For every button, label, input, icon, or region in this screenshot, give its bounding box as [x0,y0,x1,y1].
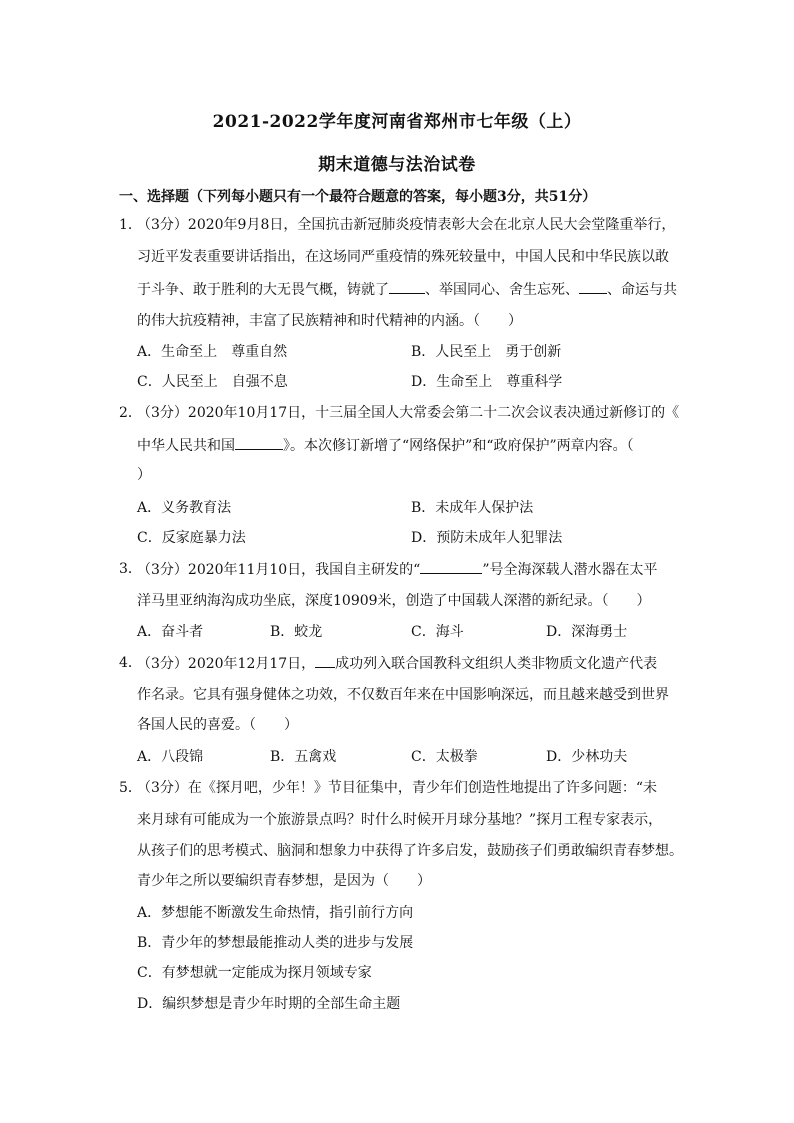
option-d: D．少林功夫 [546,749,628,765]
question-text-line [137,559,658,580]
option-a: A．生命至上 尊重自然 [137,344,288,360]
question-text: 于斗争、敢于胜利的大无畏气概，铸就了 [137,282,389,298]
question-text-line [137,653,657,674]
question-text-line: 从孩子们的思考模式、脑洞和想象力中获得了许多启发，鼓励孩子们勇敢编织青春梦想。 [137,843,683,859]
question-number: 5． [119,780,142,796]
question-text: 成功列入联合国教科文组织人类非物质文化遗产代表 [335,656,658,672]
answer-blank [579,279,607,294]
question-text-line: ） [137,467,151,483]
answer-blank [389,279,425,294]
question-number: 1． [119,217,142,233]
question-number: 4． [119,655,142,671]
option-b: B．未成年人保护法 [411,500,534,516]
option-c: C．人民至上 自强不息 [137,374,288,390]
question-text-line: （3分）2020年10月17日，十三届全国人大常委会第二十二次会议表决通过新修订的《 [137,405,680,421]
question-number: 2． [119,405,142,421]
question-text-line: （3分）2020年9月8日，全国抗击新冠肺炎疫情表彰大会在北京人民大会堂隆重举行， [137,217,676,233]
question-text-line [137,435,634,456]
option-d: D．编织梦想是青少年时期的全部生命主题 [137,996,401,1012]
option-b: B．五禽戏 [270,749,337,765]
option-a: A．义务教育法 [137,500,232,516]
exam-title-line1: 2021-2022学年度河南省郑州市七年级（上） [212,112,582,132]
option-b: B．青少年的梦想最能推动人类的进步与发展 [137,935,414,951]
question-text-line: 洋马里亚纳海沟成功坐底，深度10909米，创造了中国载人深潜的新纪录。（ ） [137,593,651,609]
question-text: 中华人民共和国 [137,438,235,454]
question-number: 3． [119,561,142,577]
option-c: C．海斗 [411,624,464,640]
question-text-line: （3分）在《探月吧，少年！》节目征集中，青少年们创造性地提出了许多问题：“未 [137,780,658,796]
option-a: A．八段锦 [137,749,204,765]
question-text-line: 的伟大抗疫精神，丰富了民族精神和时代精神的内涵。（ ） [137,313,522,329]
section-heading: 一、选择题（下列每小题只有一个最符合题意的答案，每小题3分，共51分） [119,189,597,205]
answer-blank [420,559,482,574]
question-text-line: 来月球有可能成为一个旅游景点吗？时什么时候开月球分基地？”探月工程专家表示， [137,812,663,828]
question-text-line: 各国人民的喜爱。（ ） [137,717,298,733]
answer-blank [315,653,335,668]
option-b: B．人民至上 勇于创新 [411,344,562,360]
option-c: C．有梦想就一定能成为探月领域专家 [137,965,372,981]
question-text: （3分）2020年11月10日，我国自主研发的“ [137,562,421,578]
question-text-line: 作名录。它具有强身健体之功效，不仅数百年来在中国影响深远，而且越来越受到世界 [137,687,669,703]
option-d: D．预防未成年人犯罪法 [411,530,563,546]
question-text: 、举国同心、舍生忘死、 [425,282,579,298]
option-d: D．深海勇士 [546,624,628,640]
question-text-line [137,279,677,300]
option-c: C．反家庭暴力法 [137,530,246,546]
exam-title-line2: 期末道德与法治试卷 [318,155,476,175]
option-d: D．生命至上 尊重科学 [411,374,563,390]
question-text: 》。本次修订新增了“网络保护”和“政府保护”两章内容。（ [283,438,634,454]
question-text: 、命运与共 [607,282,677,298]
option-b: B．蛟龙 [270,624,323,640]
option-c: C．太极拳 [411,749,478,765]
question-text-line: 青少年之所以要编织青春梦想，是因为（ ） [137,873,431,889]
question-text-line: 习近平发表重要讲话指出，在这场同严重疫情的殊死较量中，中国人民和中华民族以敢 [137,249,669,265]
option-a: A．奋斗者 [137,624,204,640]
question-text: （3分）2020年12月17日， [137,656,316,672]
question-text: ”号全海深载人潜水器在太平 [482,562,658,578]
answer-blank [235,435,283,450]
option-a: A．梦想能不断激发生命热情，指引前行方向 [137,905,414,921]
